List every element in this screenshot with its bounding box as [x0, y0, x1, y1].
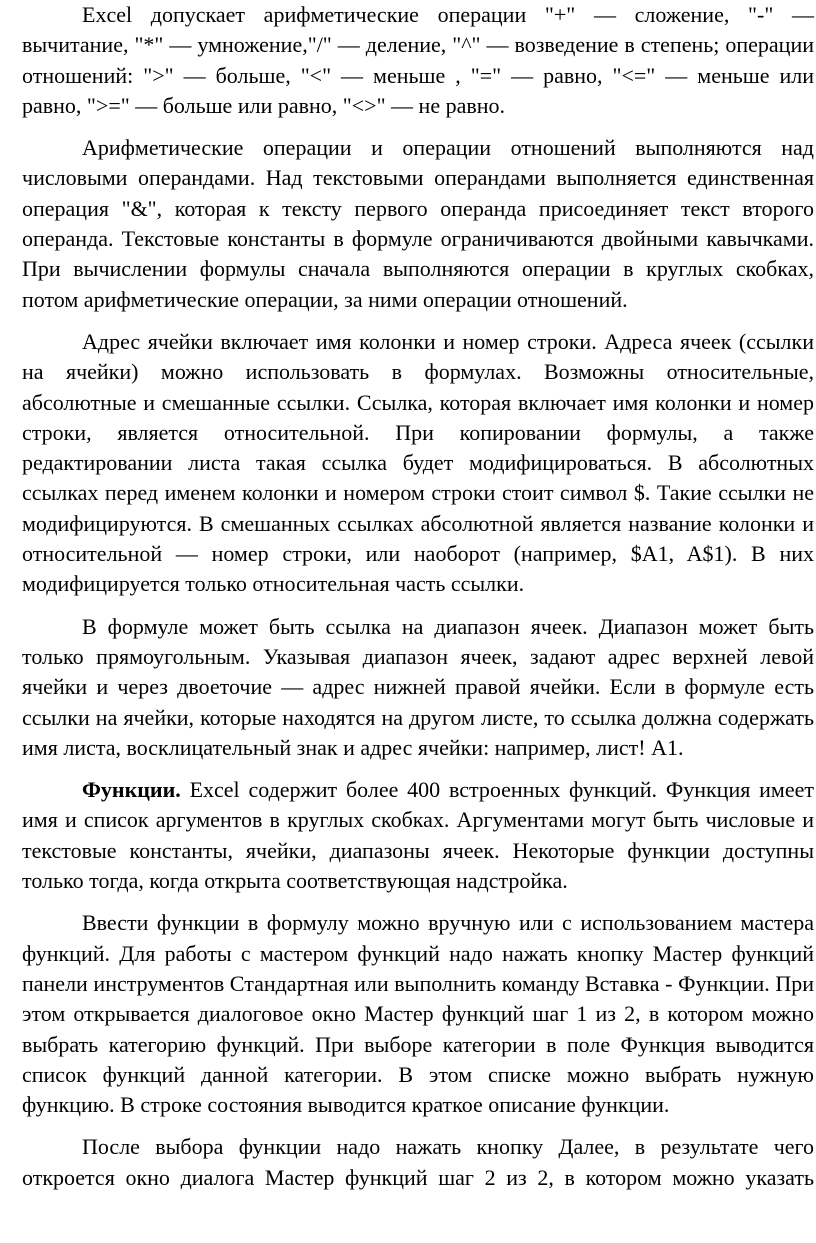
functions-text: Excel содержит более 400 встроенных функций. Функция имеет имя и список аргументов в круглых скобках. Аргументами могут быть числовые и текстовые константы, ячейки, диапазоны ячеек. Некоторые функции доступны только тогда, когда открыта соответствующая надстройка. [22, 777, 814, 894]
paragraph-operations: Excel допускает арифметические операции "+" — сложение, "-" — вычитание, "*" — умножение,"/" — деление, "^" — возведение в степень; операции отношений: ">" — больше, "<" — меньше , "=" — равно, "<=" — меньше или равно, ">=" — больше или равно, "<>" — не равно. [22, 2, 814, 118]
document-page [22, 0, 814, 1205]
paragraph-cell-address: Адрес ячейки включает имя колонки и номер строки. Адреса ячеек (ссылки на ячейки) можно использовать в формулах. Возможны относительные, абсолютные и смешанные ссылки. Ссылка, которая включает имя колонки и номер строки, является относительной. При копировании формулы, а также редактировании листа такая ссылка будет модифицироваться. В абсолютных ссылках перед именем колонки и номером строки стоит символ $. Такие ссылки не модифицируются. В смешанных ссылках абсолютной является название колонки и относительной — номер строки, или наоборот (например, $A1, A$1). В них модифицируется только относительная часть ссылки. [22, 328, 814, 597]
functions-heading: Функции. [82, 777, 181, 803]
paragraph-wizard-next: После выбора функции надо нажать кнопку Далее, в результате чего откроется окно диалога Мастер функций шаг 2 из 2, в котором можно указать [22, 1134, 814, 1190]
paragraph-operands: Арифметические операции и операции отношений выполняются над числовыми операндами. Над текстовыми операндами выполняется единственная операция "&", которая к тексту первого операнда присоединяет текст второго операнда. Текстовые константы в формуле ограничиваются двойными кавычками. При вычислении формулы сначала выполняются операции в круглых скобках, потом арифметические операции, за ними операции отношений. [22, 135, 814, 312]
paragraph-cell-range: В формуле может быть ссылка на диапазон ячеек. Диапазон может быть только прямоугольным. Указывая диапазон ячеек, задают адрес верхней левой ячейки и через двоеточие — адрес нижней правой ячейки. Если в формуле есть ссылки на ячейки, которые находятся на другом листе, то ссылка должна содержать имя листа, восклицательный знак и адрес ячейки: например, лист! А1. [22, 613, 814, 760]
paragraph-function-wizard: Ввести функции в формулу можно вручную или с использованием мастера функций. Для работы с мастером функций надо нажать кнопку Мастер функций панели инструментов Стандартная или выполнить команду Вставка - Функции. При этом открывается диалоговое окно Мастер функций шаг 1 из 2, в котором можно выбрать категорию функций. При выборе категории в поле Функция выводится список функций данной категории. В этом списке можно выбрать нужную функцию. В строке состояния выводится краткое описание функции. [22, 910, 814, 1118]
paragraph-functions [22, 775, 814, 896]
